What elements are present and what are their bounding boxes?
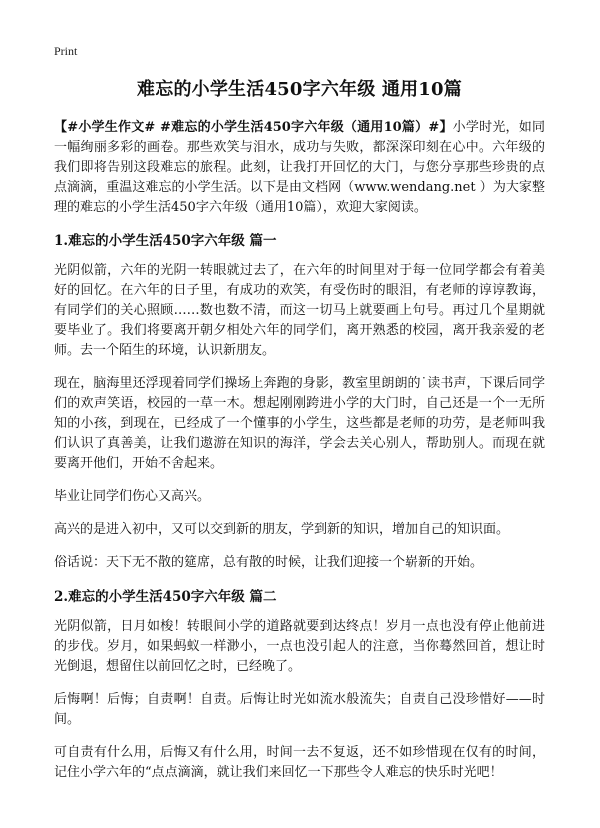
- intro-text: 小学时光，如同一幅绚丽多彩的画卷。那些欢笑与泪水，成功与失败，都深深印刻在心中。六年级的我们即将告别这段难忘的旅程。此刻，让我打开回忆的大门，与您分享那些珍贵的点点滴滴，重温这难忘的小学生活。以下是由文档网（www.wendang.net ）为大家整理的难忘的小学生活450字六年级（通用10篇），欢迎大家阅读。: [54, 120, 545, 215]
- section-paragraph: 光阴似箭，六年的光阴一转眼就过去了，在六年的时间里对于每一位同学都会有着美好的回忆。在六年的日子里，有成功的欢笑，有受伤时的眼泪，有老师的谆谆教诲，有同学们的关心照顾……数也数不清，而这一切马上就要画上句号。再过几个星期就要毕业了。我们将要离开朝夕相处六年的同学们，离开熟悉的校园，离开我亲爱的老师。去一个陌生的环境，认识新朋友。: [54, 263, 545, 358]
- section-paragraph: 毕业让同学们伤心又高兴。: [54, 489, 211, 504]
- section-paragraph: 高兴的是进入初中，又可以交到新的朋友，学到新的知识，增加自己的知识面。: [54, 522, 510, 537]
- section-paragraph: 后悔啊！后悔；自责啊！自责。后悔让时光如流水般流失；自责自己没珍惜好——时间。: [54, 692, 545, 727]
- section-heading: 1.难忘的小学生活450字六年级 篇一: [54, 233, 277, 249]
- intro-paragraph: [54, 118, 545, 218]
- section-heading: 2.难忘的小学生活450字六年级 篇二: [54, 589, 277, 605]
- intro-tag: 【#小学生作文# #难忘的小学生活450字六年级（通用10篇）#】: [54, 120, 453, 135]
- print-link[interactable]: Print: [54, 44, 78, 58]
- page-title: 难忘的小学生活450字六年级 通用10篇: [137, 79, 462, 100]
- section-paragraph: 可自责有什么用，后悔又有什么用，时间一去不复返，还不如珍惜现在仅有的时间，记住小学六年的“点点滴滴，就让我们来回忆一下那些令人难忘的快乐时光吧！: [54, 745, 545, 780]
- section-paragraph: 俗话说：天下无不散的筵席，总有散的时候，让我们迎接一个崭新的开始。: [54, 555, 484, 570]
- section-paragraph: 光阴似箭，日月如梭！转眼间小学的道路就要到达终点！岁月一点也没有停止他前进的步伐。岁月，如果蚂蚁一样渺小，一点也没引起人的注意，当你蓦然回首，想让时光倒退，想留住以前回忆之时，已经晚了。: [54, 619, 545, 674]
- article-body: [54, 118, 545, 796]
- section-paragraph: 现在，脑海里还浮现着同学们操场上奔跑的身影，教室里朗朗的˙读书声，下课后同学们的欢声笑语，校园的一草一木。想起刚刚跨进小学的大门时，自己还是一个一无所知的小孩，到现在，已经成了一个懂事的小学生，这些都是老师的功劳，是老师叫我们认识了真善美，让我们遨游在知识的海洋，学会去关心别人，帮助别人。而现在就要离开他们，开始不舍起来。: [54, 376, 545, 471]
